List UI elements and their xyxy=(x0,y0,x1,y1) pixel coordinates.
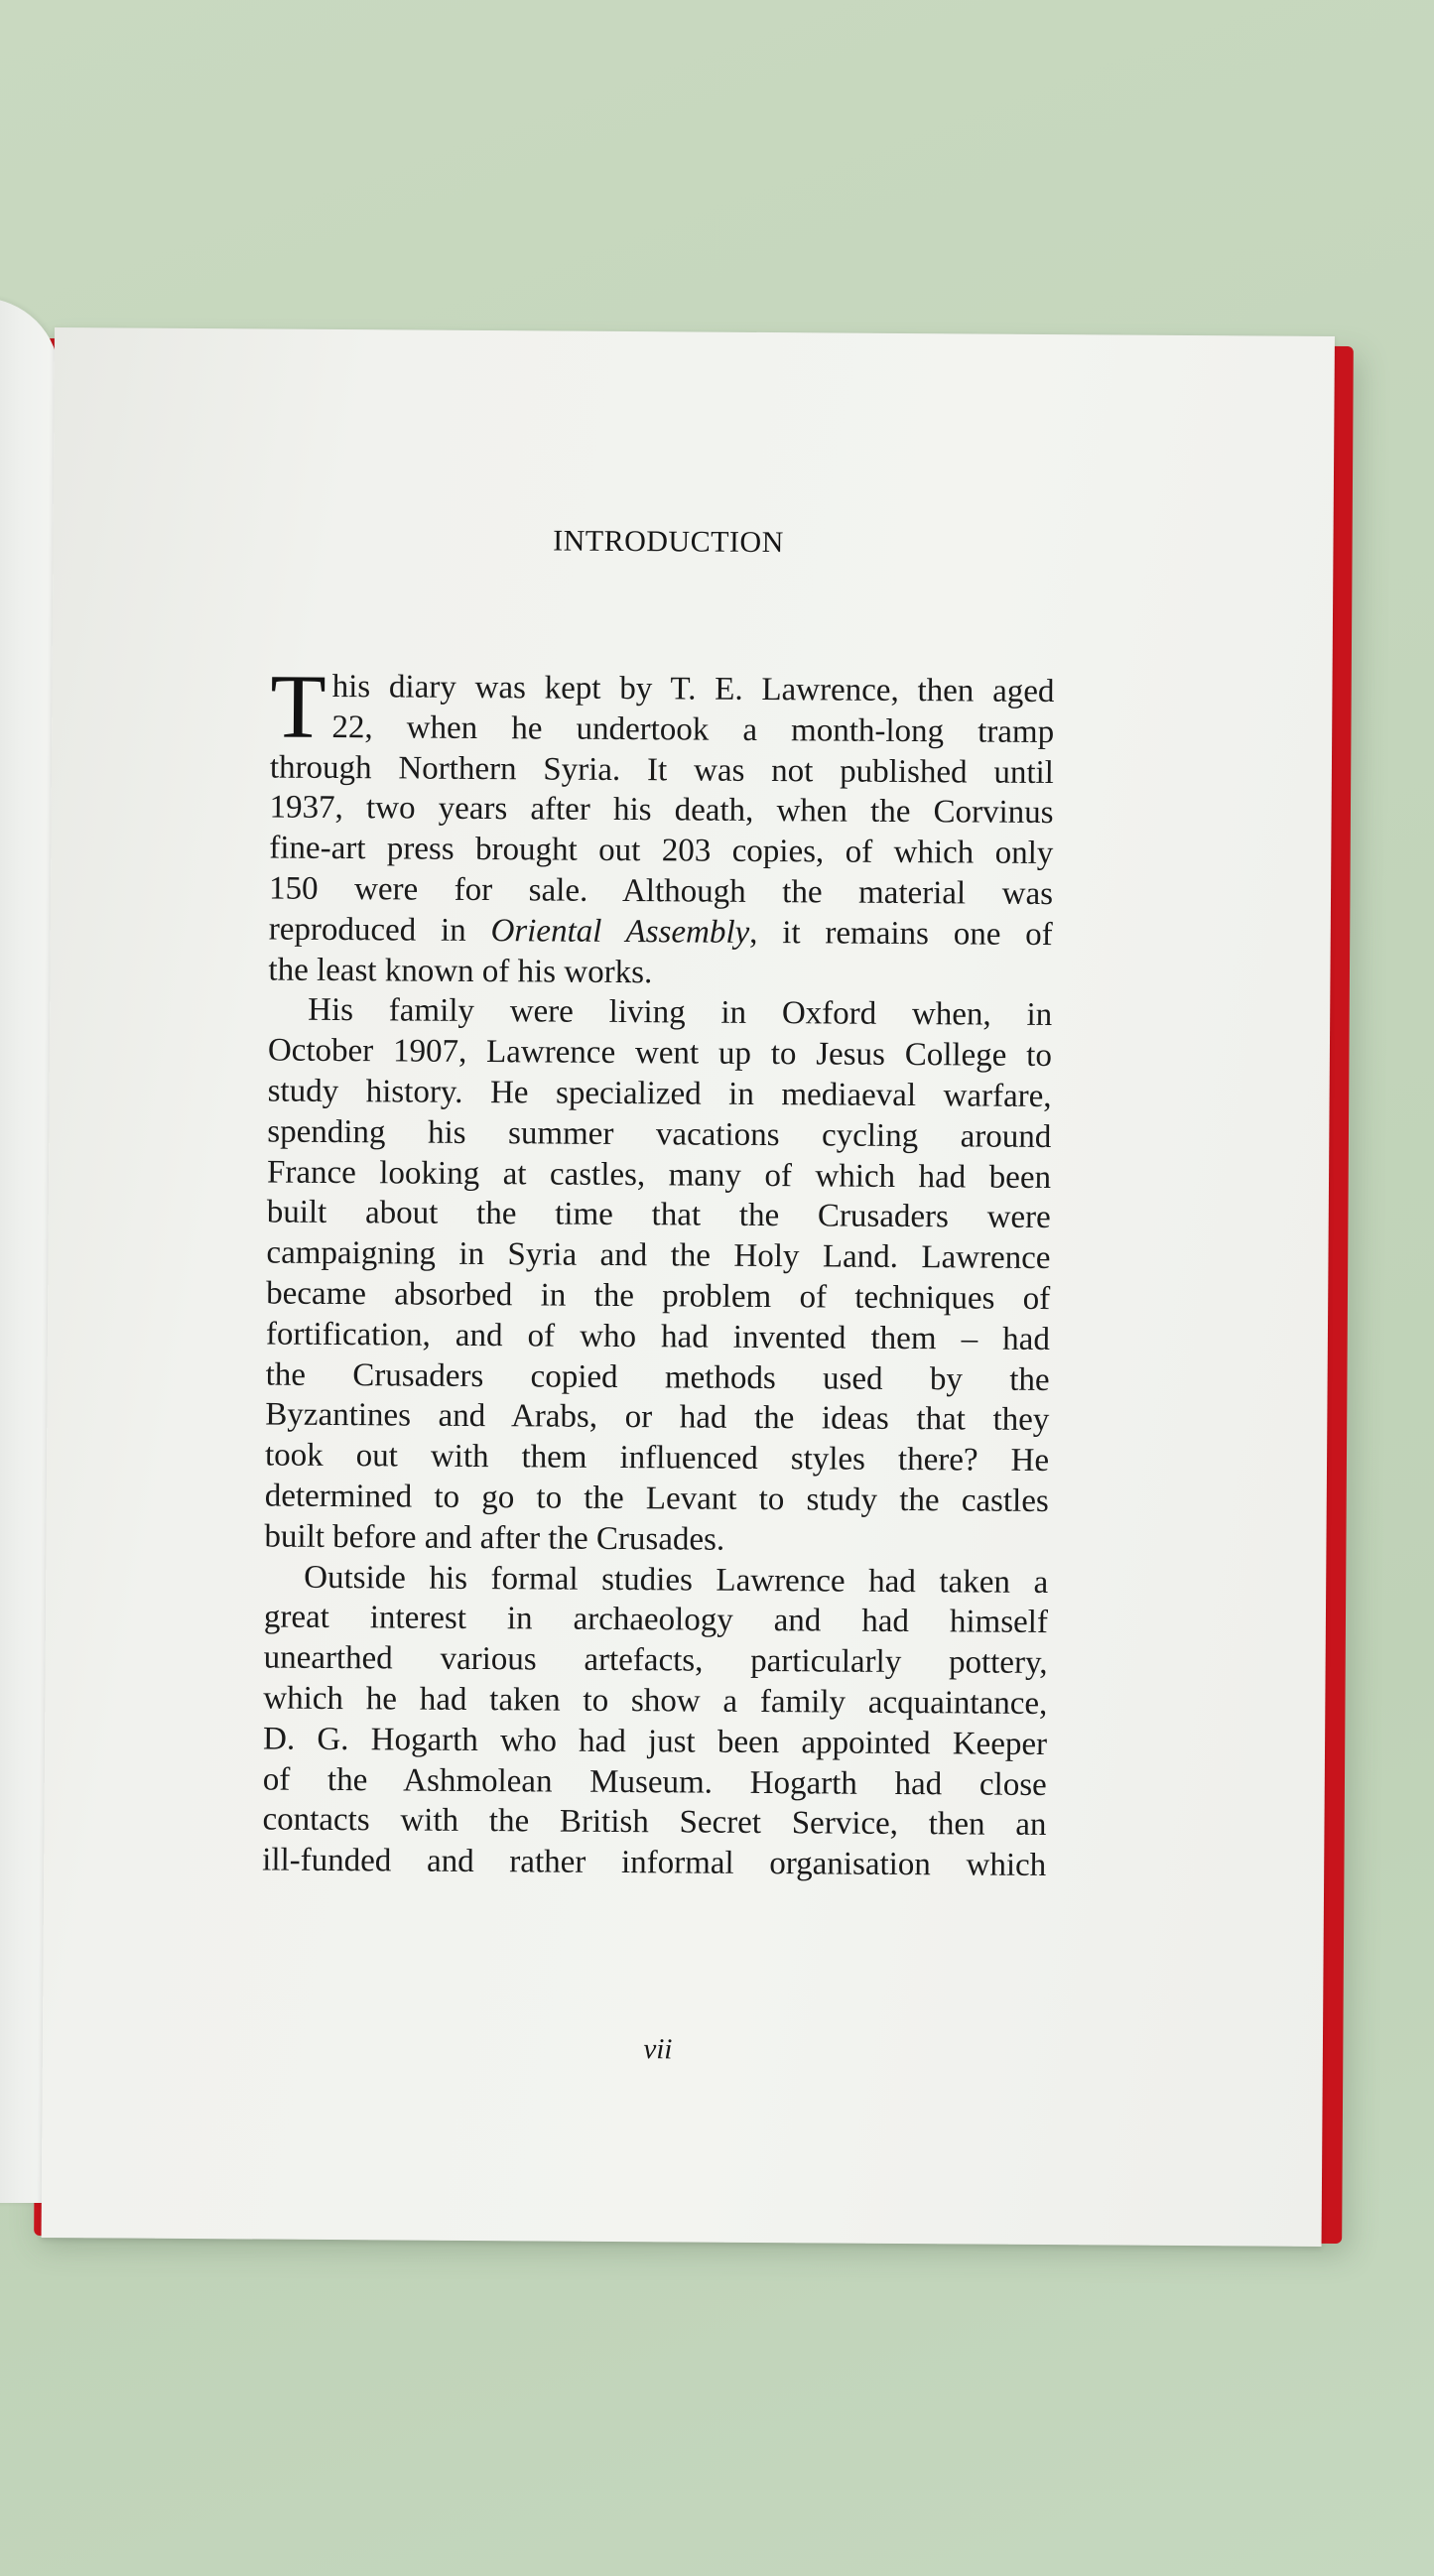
text-line: Outside his formal studies Lawrence had taken a xyxy=(304,1559,1049,1601)
text-line: campaigning in Syria and the Holy Land. Lawrence xyxy=(266,1234,1051,1277)
text-line: contacts with the British Secret Service, then an xyxy=(262,1801,1047,1844)
text-line: built about the time that the Crusaders were xyxy=(266,1194,1051,1236)
text-line: the Crusaders copied methods used by the xyxy=(265,1356,1050,1398)
book-page xyxy=(42,327,1335,2247)
text-line: became absorbed in the problem of techniques of xyxy=(266,1275,1051,1317)
paragraph-3 xyxy=(262,1557,1048,1886)
drop-cap: T xyxy=(269,655,326,757)
text-line: October 1907, Lawrence went up to Jesus College to xyxy=(267,1032,1053,1075)
text-run: reproduced in xyxy=(268,911,491,949)
text-line: France looking at castles, many of which had been xyxy=(266,1154,1052,1196)
text-line: unearthed various artefacts, particularly pottery, xyxy=(263,1639,1048,1682)
text-line: study history. He specialized in mediaeval warfare, xyxy=(267,1073,1052,1115)
text-line: which he had taken to show a family acquaintance, xyxy=(263,1680,1048,1722)
book-title-italic: Oriental Assembly xyxy=(490,912,750,951)
text-line xyxy=(269,909,1053,955)
text-line: spending his summer vacations cycling around xyxy=(267,1113,1052,1155)
chapter-heading: INTRODUCTION xyxy=(553,524,784,560)
text-line: great interest in archaeology and had himself xyxy=(263,1599,1049,1641)
paragraph-1 xyxy=(268,655,1055,996)
text-line: His family were living in Oxford when, in xyxy=(308,992,1053,1034)
page-number: vii xyxy=(643,2033,673,2066)
text-line: 1937, two years after his death, when the Corvinus xyxy=(269,789,1054,832)
text-line: D. G. Hogarth who had just been appointed Keeper xyxy=(262,1721,1048,1762)
text-line: took out with them influenced styles there? He xyxy=(264,1437,1050,1480)
text-line: fortification, and of who had invented them – had xyxy=(265,1316,1051,1357)
text-block xyxy=(260,329,1067,2246)
text-line: 22, when he undertook a month-long tramp xyxy=(331,708,1055,750)
text-run: , it remains one of xyxy=(749,914,1053,953)
text-line: determined to go to the Levant to study the castles xyxy=(264,1478,1049,1519)
text-line: ill-funded and rather informal organisation which xyxy=(262,1842,1047,1884)
body-text xyxy=(262,655,1055,1886)
text-line: his diary was kept by T. E. Lawrence, then aged xyxy=(331,668,1055,710)
text-line: through Northern Syria. It was not published until xyxy=(269,749,1055,791)
text-line: built before and after the Crusades. xyxy=(264,1518,725,1558)
text-line: fine-art press brought out 203 copies, of which only xyxy=(269,830,1054,872)
text-line: 150 were for sale. Although the material was xyxy=(268,870,1054,913)
paragraph-2 xyxy=(264,990,1052,1563)
text-line: of the Ashmolean Museum. Hogarth had close xyxy=(262,1761,1047,1803)
text-line: the least known of his works. xyxy=(268,952,653,990)
text-line: Byzantines and Arabs, or had the ideas that they xyxy=(265,1396,1050,1439)
